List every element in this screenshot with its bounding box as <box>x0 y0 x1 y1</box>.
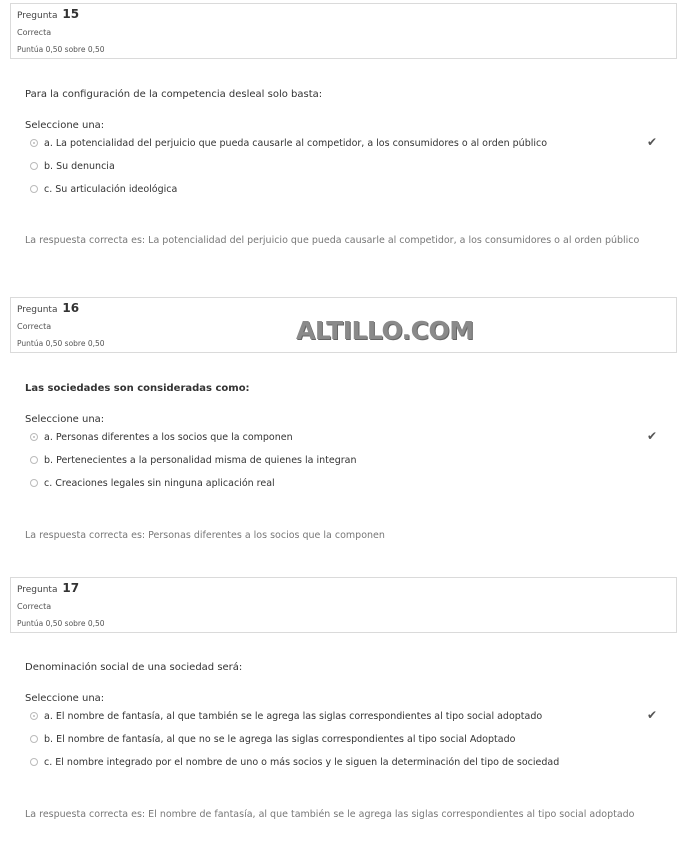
radio-icon[interactable] <box>30 456 38 464</box>
question-state: Correcta <box>17 602 52 611</box>
option-c[interactable]: c. El nombre integrado por el nombre de uno o más socios y le siguen la determinación del tipo de sociedad <box>30 757 559 768</box>
option-a[interactable]: a. El nombre de fantasía, al que también se le agrega las siglas correspondientes al tipo social adoptado <box>30 711 542 722</box>
question-info-box <box>10 577 677 633</box>
correct-answer-feedback: La respuesta correcta es: La potencialidad del perjuicio que pueda causarle al competidor, a los consumidores o al orden público <box>25 235 640 246</box>
check-icon: ✔ <box>647 135 658 149</box>
correct-answer-feedback: La respuesta correcta es: Personas diferentes a los socios que la componen <box>25 530 385 541</box>
option-a[interactable]: a. La potencialidad del perjuicio que pueda causarle al competidor, a los consumidores o al orden público <box>30 138 547 149</box>
radio-icon[interactable] <box>30 479 38 487</box>
question-state: Correcta <box>17 322 52 331</box>
select-prompt: Seleccione una: <box>25 693 105 704</box>
radio-icon[interactable] <box>30 139 38 147</box>
question-17 <box>0 574 700 854</box>
correct-answer-feedback: La respuesta correcta es: El nombre de fantasía, al que también se le agrega las siglas correspondientes al tipo social adoptado <box>25 809 635 820</box>
option-b[interactable]: b. El nombre de fantasía, al que no se le agrega las siglas correspondientes al tipo social Adoptado <box>30 734 515 745</box>
select-prompt: Seleccione una: <box>25 120 105 131</box>
select-prompt: Seleccione una: <box>25 414 105 425</box>
question-info-box <box>10 3 677 59</box>
option-c[interactable]: c. Su articulación ideológica <box>30 184 177 195</box>
option-b[interactable]: b. Pertenecientes a la personalidad misma de quienes la integran <box>30 455 357 466</box>
radio-icon[interactable] <box>30 433 38 441</box>
radio-icon[interactable] <box>30 185 38 193</box>
check-icon: ✔ <box>647 708 658 722</box>
question-number: Pregunta 17 <box>17 581 80 595</box>
radio-icon[interactable] <box>30 735 38 743</box>
question-number: Pregunta 15 <box>17 7 80 21</box>
option-a[interactable]: a. Personas diferentes a los socios que la componen <box>30 432 293 443</box>
question-number: Pregunta 16 <box>17 301 80 315</box>
watermark: ALTILLO.COM <box>296 316 474 345</box>
question-state: Correcta <box>17 28 52 37</box>
question-text: Las sociedades son consideradas como: <box>25 383 250 394</box>
check-icon: ✔ <box>647 429 658 443</box>
question-text: Para la configuración de la competencia desleal solo basta: <box>25 89 323 100</box>
question-grade: Puntúa 0,50 sobre 0,50 <box>17 339 105 348</box>
radio-icon[interactable] <box>30 758 38 766</box>
question-grade: Puntúa 0,50 sobre 0,50 <box>17 45 105 54</box>
radio-icon[interactable] <box>30 712 38 720</box>
question-text: Denominación social de una sociedad será: <box>25 662 243 673</box>
question-15 <box>0 0 700 280</box>
question-grade: Puntúa 0,50 sobre 0,50 <box>17 619 105 628</box>
radio-icon[interactable] <box>30 162 38 170</box>
option-c[interactable]: c. Creaciones legales sin ninguna aplicación real <box>30 478 275 489</box>
option-b[interactable]: b. Su denuncia <box>30 161 115 172</box>
